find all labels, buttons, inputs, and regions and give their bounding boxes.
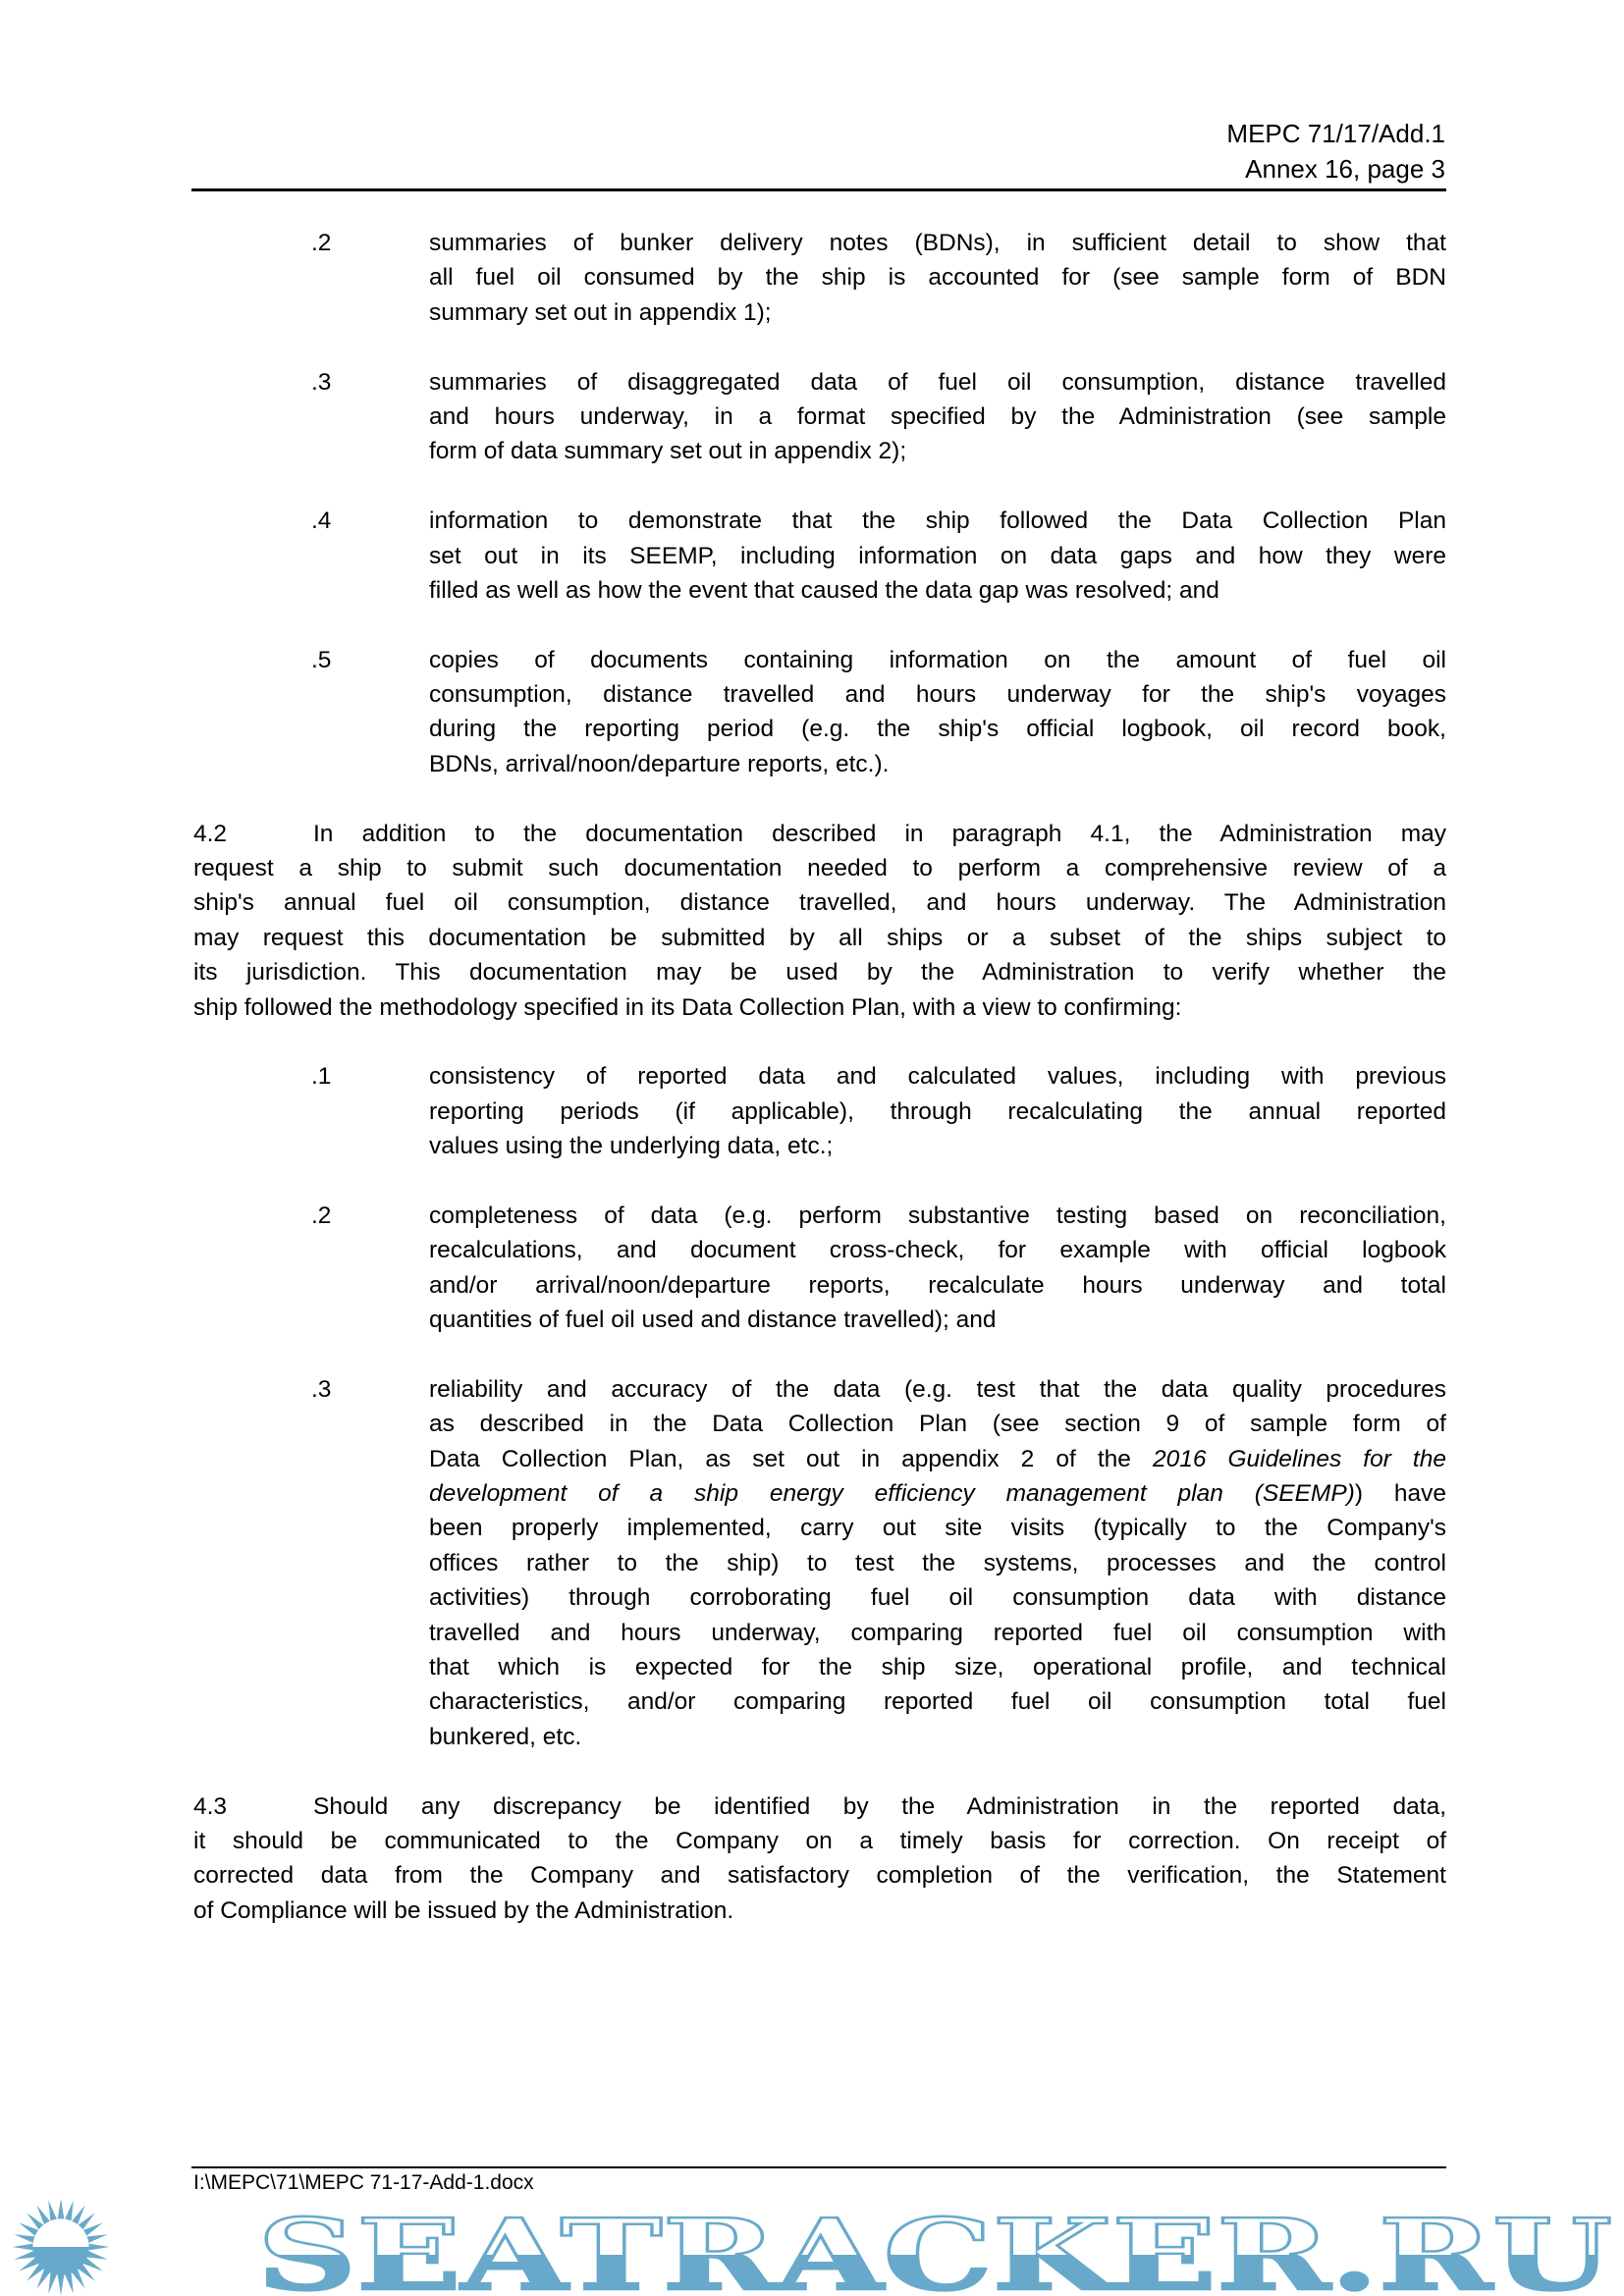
footer-divider <box>191 2166 1446 2168</box>
paragraph-number: 4.2 <box>193 820 228 847</box>
text-line: summaries of bunker delivery notes (BDNs), in sufficient detail to show that <box>429 230 1446 256</box>
text-line: ship followed the methodology specified in its Data Collection Plan, with a view to confirming: <box>193 993 1182 1021</box>
list-item <box>193 1372 1446 1754</box>
footer-file-path: I:\MEPC\71\MEPC 71-17-Add-1.docx <box>193 2171 534 2194</box>
text-line: reliability and accuracy of the data (e.g. test that the data quality procedures <box>429 1375 1446 1403</box>
paragraph-number: .2 <box>311 1201 332 1229</box>
text-line: Should any discrepancy be identified by the Administration in the reported data, <box>313 1792 1446 1820</box>
paragraph-number: .3 <box>311 1375 332 1403</box>
text-line: summaries of disaggregated data of fuel oil consumption, distance travelled <box>429 368 1446 396</box>
text-line: consumption, distance travelled and hours underway for the ship's voyages <box>429 681 1446 709</box>
watermark <box>0 2199 1624 2296</box>
list-item <box>193 1199 1446 1338</box>
paragraph <box>193 817 1446 1025</box>
paragraph <box>193 1789 1446 1929</box>
text-line: values using the underlying data, etc.; <box>429 1133 834 1160</box>
text-line: In addition to the documentation described in paragraph 4.1, the Administration may <box>313 820 1446 847</box>
text-line: ship's annual fuel oil consumption, distance travelled, and hours underway. The Administration <box>193 889 1446 917</box>
text-line: activities) through corroborating fuel oil consumption data with distance <box>429 1584 1446 1612</box>
text-line: filled as well as how the event that caused the data gap was resolved; and <box>429 576 1219 604</box>
text-line: BDNs, arrival/noon/departure reports, etc.). <box>429 750 890 777</box>
italic-title-text: 2016 Guidelines for the <box>1152 1445 1446 1472</box>
text-line: during the reporting period (e.g. the ship's official logbook, oil record book, <box>429 716 1446 743</box>
text-line: request a ship to submit such documentation needed to perform a comprehensive review of a <box>193 855 1446 882</box>
list-item <box>193 643 1446 782</box>
text-line: reporting periods (if applicable), through recalculating the annual reported <box>429 1097 1446 1125</box>
text-line: bunkered, etc. <box>429 1723 582 1750</box>
text-line: consistency of reported data and calculated values, including with previous <box>429 1063 1446 1091</box>
document-code: MEPC 71/17/Add.1 <box>1226 119 1445 148</box>
text-line: it should be communicated to the Company on a timely basis for correction. On receipt of <box>193 1827 1446 1854</box>
document-body <box>193 226 1446 1963</box>
header-divider <box>191 188 1446 191</box>
text-line: of Compliance will be issued by the Administration. <box>193 1896 734 1924</box>
paragraph-number: .4 <box>311 507 332 535</box>
italic-title-text: development of a ship energy efficiency management plan (SEEMP) <box>429 1480 1355 1508</box>
text-line <box>429 1476 1446 1511</box>
text-line: form of data summary set out in appendix 2); <box>429 438 907 465</box>
text-line: completeness of data (e.g. perform substantive testing based on reconciliation, <box>429 1201 1446 1229</box>
list-item <box>193 226 1446 330</box>
list-item <box>193 504 1446 608</box>
text-segment: Data Collection Plan, as set out in appendix 2 of the <box>429 1445 1153 1472</box>
text-line: travelled and hours underway, comparing reported fuel oil consumption with <box>429 1619 1446 1646</box>
text-line: may request this documentation be submitted by all ships or a subset of the ships subject to <box>193 924 1446 951</box>
list-item <box>193 365 1446 469</box>
text-line: information to demonstrate that the ship followed the Data Collection Plan <box>429 507 1446 535</box>
list-item <box>193 1059 1446 1163</box>
text-line: offices rather to the ship) to test the systems, processes and the control <box>429 1549 1446 1576</box>
text-line: characteristics, and/or comparing reported fuel oil consumption total fuel <box>429 1688 1446 1716</box>
watermark-text: SEATRACKER.RU <box>257 2199 1612 2296</box>
text-line: as described in the Data Collection Plan (see section 9 of sample form of <box>429 1411 1446 1438</box>
paragraph-number: 4.3 <box>193 1792 228 1820</box>
sun-icon <box>13 2199 110 2295</box>
text-line: its jurisdiction. This documentation may be used by the Administration to verify whether the <box>193 959 1446 987</box>
page-reference: Annex 16, page 3 <box>1245 154 1445 184</box>
text-line: that which is expected for the ship size, operational profile, and technical <box>429 1654 1446 1682</box>
text-line: set out in its SEEMP, including information on data gaps and how they were <box>429 542 1446 569</box>
paragraph-number: .3 <box>311 368 332 396</box>
text-line: quantities of fuel oil used and distance travelled); and <box>429 1307 997 1334</box>
text-line: all fuel oil consumed by the ship is accounted for (see sample form of BDN <box>429 264 1446 292</box>
text-line: been properly implemented, carry out site visits (typically to the Company's <box>429 1515 1446 1542</box>
text-line: recalculations, and document cross-check, for example with official logbook <box>429 1237 1446 1264</box>
text-line: corrected data from the Company and satisfactory completion of the verification, the Statement <box>193 1862 1446 1890</box>
text-line <box>429 1442 1446 1476</box>
paragraph-number: .5 <box>311 646 332 673</box>
text-line: and/or arrival/noon/departure reports, recalculate hours underway and total <box>429 1271 1446 1299</box>
text-line: and hours underway, in a format specified by the Administration (see sample <box>429 402 1446 430</box>
paragraph-number: .1 <box>311 1063 332 1091</box>
text-line: summary set out in appendix 1); <box>429 298 772 326</box>
paragraph-number: .2 <box>311 230 332 256</box>
text-line: copies of documents containing information on the amount of fuel oil <box>429 646 1446 673</box>
page-header <box>1226 116 1445 187</box>
text-segment: ) have <box>1354 1480 1446 1508</box>
